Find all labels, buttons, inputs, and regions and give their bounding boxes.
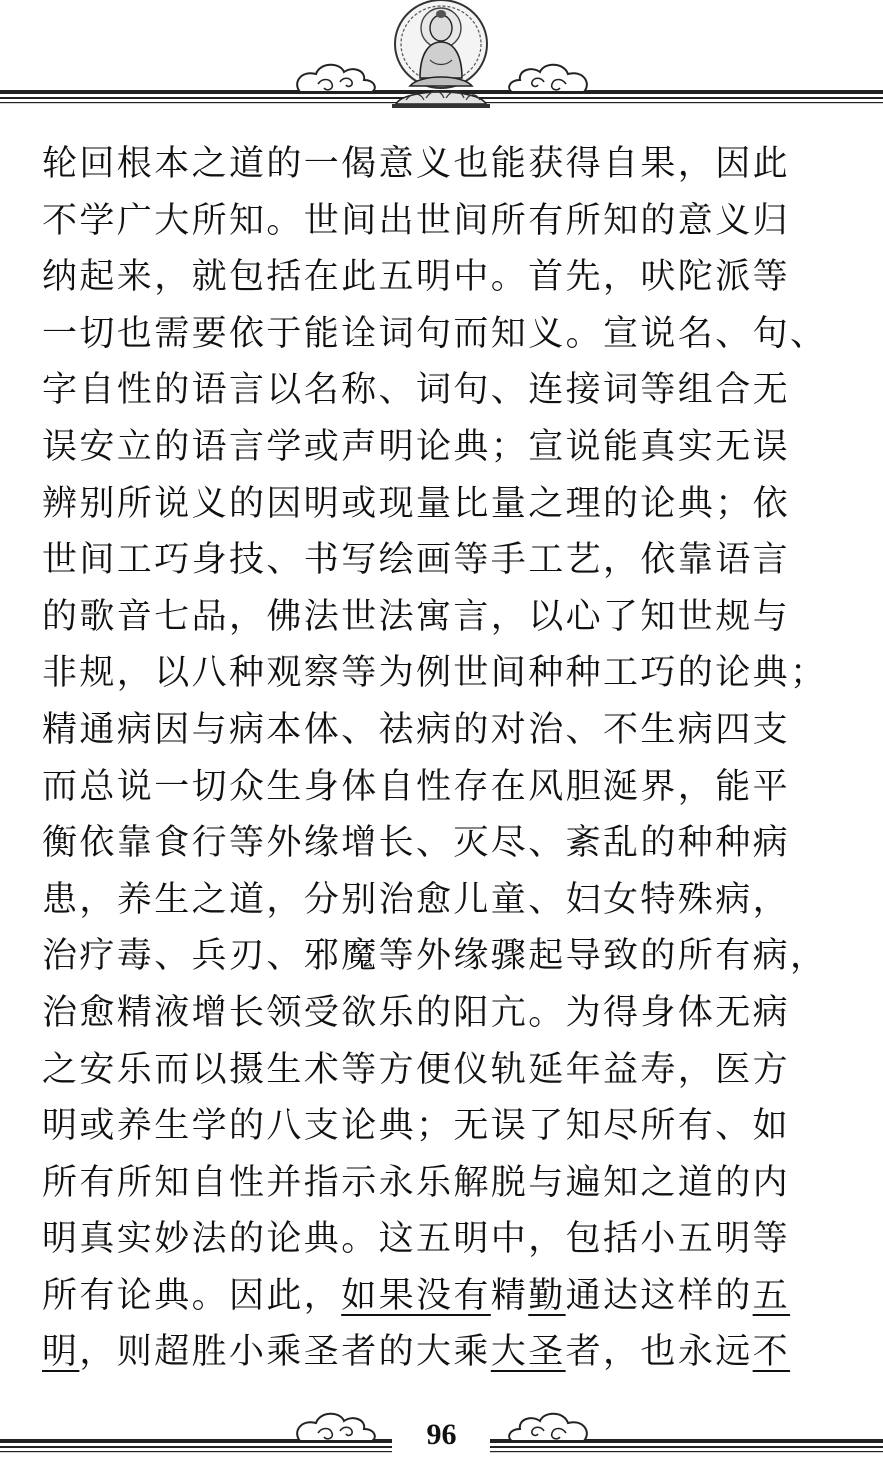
- text-line: [42, 985, 842, 1042]
- text-line: [42, 702, 842, 759]
- text-segment: 通达这样的: [565, 1275, 753, 1316]
- underlined-text: 不: [752, 1332, 791, 1373]
- page-header: [0, 0, 883, 120]
- text-segment: 治愈精液增长领受欲乐的阳亢。为得身体无病: [42, 992, 791, 1033]
- text-line: [42, 362, 842, 419]
- buddha-emblem-icon: [0, 0, 883, 120]
- text-segment: 字自性的语言以名称、词句、连接词等组合无: [42, 370, 791, 411]
- text-line: [42, 306, 842, 363]
- text-segment: 的歌音七品，佛法世法寓言，以心了知世规与: [42, 596, 791, 637]
- text-segment: 轮回根本之道的一偈意义也能获得自果，因此: [42, 144, 791, 184]
- text-segment: 所有所知自性并指示永乐解脱与遍知之道的内: [42, 1162, 791, 1203]
- text-segment: 精: [490, 1275, 529, 1316]
- text-segment: 明真实妙法的论典。这五明中，包括小五明等: [42, 1219, 791, 1260]
- text-line: [42, 1324, 842, 1381]
- text-line: [42, 759, 842, 816]
- text-segment: 一切也需要依于能诠词句而知义。宣说名、句、: [42, 313, 828, 354]
- text-line: [42, 1098, 842, 1155]
- text-line: [42, 928, 842, 985]
- text-segment: 纳起来，就包括在此五明中。首先，吠陀派等: [42, 257, 791, 298]
- text-line: [42, 1042, 842, 1099]
- underlined-text: 如果没有: [341, 1275, 491, 1316]
- text-segment: 精通病因与病本体、祛病的对治、不生病四支: [42, 709, 791, 750]
- underlined-text: 勤: [528, 1275, 566, 1316]
- text-segment: 不学广大所知。世间出世间所有所知的意义归: [42, 200, 791, 241]
- underlined-text: 大圣: [490, 1332, 566, 1373]
- text-segment: 明或养生学的八支论典；无误了知尽所有、如: [42, 1106, 791, 1147]
- text-segment: 者，也永远: [565, 1332, 753, 1373]
- text-line: [42, 645, 842, 702]
- text-segment: 之安乐而以摄生术等方便仪轨延年益寿，医方: [42, 1049, 791, 1090]
- text-line: [42, 872, 842, 929]
- text-segment: 所有论典。因此，: [42, 1275, 342, 1316]
- text-line: [42, 1155, 842, 1212]
- text-line: [42, 193, 842, 250]
- underlined-text: 五: [752, 1275, 791, 1316]
- text-line: [42, 532, 842, 589]
- text-segment: 治疗毒、兵刃、邪魔等外缘骤起导致的所有病，: [42, 936, 828, 977]
- text-line: [42, 136, 842, 193]
- text-segment: ，则超胜小乘圣者的大乘: [79, 1332, 491, 1373]
- text-segment: 误安立的语言学或声明论典；宣说能真实无误: [42, 426, 791, 467]
- text-line: [42, 1211, 842, 1268]
- text-line: [42, 419, 842, 476]
- text-line: [42, 249, 842, 306]
- text-line: [42, 1268, 842, 1325]
- text-line: [42, 589, 842, 646]
- text-line: [42, 476, 842, 533]
- text-segment: 辨别所说义的因明或现量比量之理的论典；依: [42, 483, 791, 524]
- text-segment: 衡依靠食行等外缘增长、灭尽、紊乱的种种病: [42, 823, 791, 864]
- text-segment: 世间工巧身技、书写绘画等手工艺，依靠语言: [42, 540, 791, 581]
- body-text: [42, 136, 842, 1381]
- underlined-text: 明: [42, 1332, 80, 1373]
- text-segment: 而总说一切众生身体自性存在风胆涎界，能平: [42, 766, 791, 807]
- text-segment: 非规，以八种观察等为例世间种种工巧的论典；: [42, 653, 828, 694]
- text-segment: 患，养生之道，分别治愈儿童、妇女特殊病，: [42, 879, 791, 920]
- text-line: [42, 815, 842, 872]
- page-number: 96: [426, 1418, 457, 1451]
